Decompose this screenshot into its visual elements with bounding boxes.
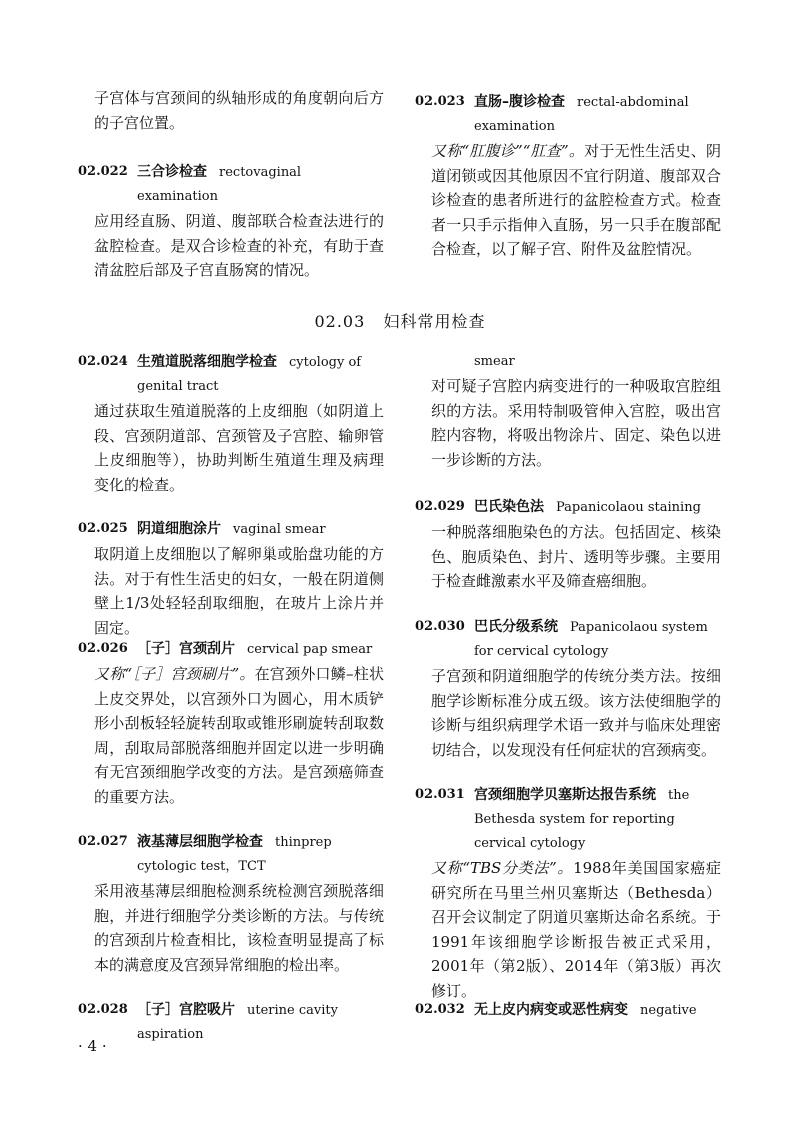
entry-heading bbox=[78, 517, 384, 542]
entry-heading bbox=[78, 350, 384, 399]
entry-term-en: Papanicolaou staining bbox=[556, 500, 701, 515]
entry-02-030 bbox=[415, 615, 721, 762]
entry-heading bbox=[415, 90, 721, 139]
entry-02-025 bbox=[78, 517, 384, 640]
entry-term-en: negative bbox=[640, 1003, 697, 1018]
entry-term-en: thinprep cytologic test，TCT bbox=[137, 835, 332, 874]
entry-definition: 子宫体与宫颈间的纵轴形成的角度朝向后方的子宫位置。 bbox=[94, 89, 384, 132]
entry-term-zh: 巴氏染色法 bbox=[474, 499, 544, 515]
entry-term-zh: 无上皮内病变或恶性病变 bbox=[474, 1002, 628, 1018]
entry-definition-text: 在宫颈外口鳞–柱状上皮交界处，以宫颈外口为圆心，用木质铲形小刮板轻轻旋转刮取或锥形刷旋转刮取数周，刮取局部脱落细胞并固定以进一步明确有无宫颈细胞学改变的方法。是宫颈癌筛查的重要方法。 bbox=[94, 665, 384, 806]
entry-02-031 bbox=[415, 783, 721, 1003]
entry-heading bbox=[78, 160, 384, 209]
entry-code: 02.026 bbox=[78, 641, 128, 656]
entry-code: 02.024 bbox=[78, 354, 128, 369]
entry-02-024 bbox=[78, 350, 384, 497]
entry-definition bbox=[94, 662, 384, 809]
entry-term-zh: 阴道细胞涂片 bbox=[137, 521, 221, 537]
entry-definition bbox=[431, 139, 721, 262]
entry-heading bbox=[78, 830, 384, 879]
section-name: 妇科常用检查 bbox=[383, 312, 486, 331]
entry-alias: 又称“［子］宫颈刷片”。 bbox=[94, 665, 255, 683]
entry-term-en: uterine cavity aspiration bbox=[137, 1003, 338, 1042]
entry-02-028 bbox=[78, 998, 384, 1047]
entry-term-zh: 宫颈细胞学贝塞斯达报告系统 bbox=[474, 787, 656, 803]
entry-term-en: rectovaginal examination bbox=[137, 165, 302, 204]
entry-02-032 bbox=[415, 998, 721, 1023]
entry-definition: 取阴道上皮细胞以了解卵巢或胎盘功能的方法。对于有性生活史的妇女，一般在阴道侧壁上1/3处轻轻刮取细胞，在玻片上涂片并固定。 bbox=[94, 545, 384, 637]
entry-02-026 bbox=[78, 637, 384, 809]
entry-heading bbox=[415, 350, 721, 374]
entry-code: 02.027 bbox=[78, 834, 128, 849]
entry-code: 02.025 bbox=[78, 521, 128, 536]
entry-heading bbox=[415, 783, 721, 856]
entry-definition-text: 对于无性生活史、阴道闭锁或因其他原因不宜行阴道、腹部双合诊检查的患者所进行的盆腔检查方式。检查者一只手示指伸入直肠，另一只手在腹部配合检查，以了解子宫、附件及盆腔情况。 bbox=[431, 142, 721, 258]
entry-term-zh: ［子］宫腔吸片 bbox=[137, 1002, 235, 1018]
entry-02-028-continued bbox=[415, 350, 721, 472]
entry-code: 02.032 bbox=[415, 1002, 465, 1017]
entry-definition: 一种脱落细胞染色的方法。包括固定、核染色、胞质染色、封片、透明等步骤。主要用于检查雌激素水平及筛查癌细胞。 bbox=[431, 523, 721, 590]
entry-definition-text: 1988年美国国家癌症研究所在马里兰州贝塞斯达（Bethesda）召开会议制定了阴道贝塞斯达命名系统。于1991年该细胞学诊断报告被正式采用，2001年（第2版）、2014年（第3版）再次修订。 bbox=[431, 859, 721, 1000]
entry-alias: 又称“TBS分类法”。 bbox=[431, 859, 574, 877]
entry-term-zh: ［子］宫颈刮片 bbox=[137, 641, 235, 657]
entry-02-022 bbox=[78, 160, 384, 283]
entry-alias: 又称“肛腹诊”“肛查”。 bbox=[431, 142, 585, 160]
entry-definition: 应用经直肠、阴道、腹部联合检查法进行的盆腔检查。是双合诊检查的补充，有助于查清盆腔后部及子宫直肠窝的情况。 bbox=[94, 212, 384, 279]
section-title bbox=[0, 309, 800, 332]
entry-heading bbox=[78, 998, 384, 1047]
entry-term-en: rectal-abdominal examination bbox=[474, 95, 689, 134]
entry-code: 02.028 bbox=[78, 1002, 128, 1017]
entry-definition bbox=[431, 856, 721, 1003]
entry-term-en: the Bethesda system for reporting cervical cytology bbox=[474, 788, 690, 851]
entry-02-029 bbox=[415, 495, 721, 594]
entry-term-zh: 生殖道脱落细胞学检查 bbox=[137, 354, 277, 370]
entry-term-en: smear bbox=[474, 354, 515, 369]
entry-definition: 通过获取生殖道脱落的上皮细胞（如阴道上段、宫颈阴道部、宫颈管及子宫腔、输卵管上皮细胞等），协助判断生殖道生理及病理变化的检查。 bbox=[94, 402, 384, 494]
entry-code: 02.030 bbox=[415, 619, 465, 634]
entry-code: 02.029 bbox=[415, 499, 465, 514]
entry-heading bbox=[78, 637, 384, 662]
entry-term-en: vaginal smear bbox=[233, 522, 326, 537]
entry-heading bbox=[415, 998, 721, 1023]
entry-02-023 bbox=[415, 90, 721, 262]
entry-term-en: cervical pap smear bbox=[247, 642, 373, 657]
entry-code: 02.031 bbox=[415, 787, 465, 802]
entry-term-zh: 巴氏分级系统 bbox=[474, 619, 558, 635]
entry-definition: 对可疑子宫腔内病变进行的一种吸取宫腔组织的方法。采用特制吸管伸入宫腔，吸出宫腔内容物，将吸出物涂片、固定、染色以进一步诊断的方法。 bbox=[431, 377, 721, 469]
entry-code: 02.022 bbox=[78, 164, 128, 179]
entry-definition: 采用液基薄层细胞检测系统检测宫颈脱落细胞，并进行细胞学分类诊断的方法。与传统的宫颈刮片检查相比，该检查明显提高了标本的满意度及宫颈异常细胞的检出率。 bbox=[94, 882, 384, 974]
entry-term-zh: 液基薄层细胞学检查 bbox=[137, 834, 263, 850]
entry-term-en: cytology of genital tract bbox=[137, 355, 362, 394]
entry-02-027 bbox=[78, 830, 384, 977]
page-number: · 4 · bbox=[78, 1037, 107, 1055]
entry-code: 02.023 bbox=[415, 94, 465, 109]
entry-term-en: Papanicolaou system for cervical cytology bbox=[474, 620, 708, 659]
entry-continuation bbox=[78, 86, 384, 135]
section-number: 02.03 bbox=[314, 312, 366, 331]
entry-heading bbox=[415, 495, 721, 520]
entry-heading bbox=[415, 615, 721, 664]
entry-definition: 子宫颈和阴道细胞学的传统分类方法。按细胞学诊断标准分成五级。该方法使细胞学的诊断与组织病理学术语一致并与临床处理密切结合，以发现没有任何症状的宫颈病变。 bbox=[431, 667, 721, 759]
entry-term-zh: 直肠–腹诊检查 bbox=[474, 94, 565, 110]
entry-term-zh: 三合诊检查 bbox=[137, 164, 207, 180]
